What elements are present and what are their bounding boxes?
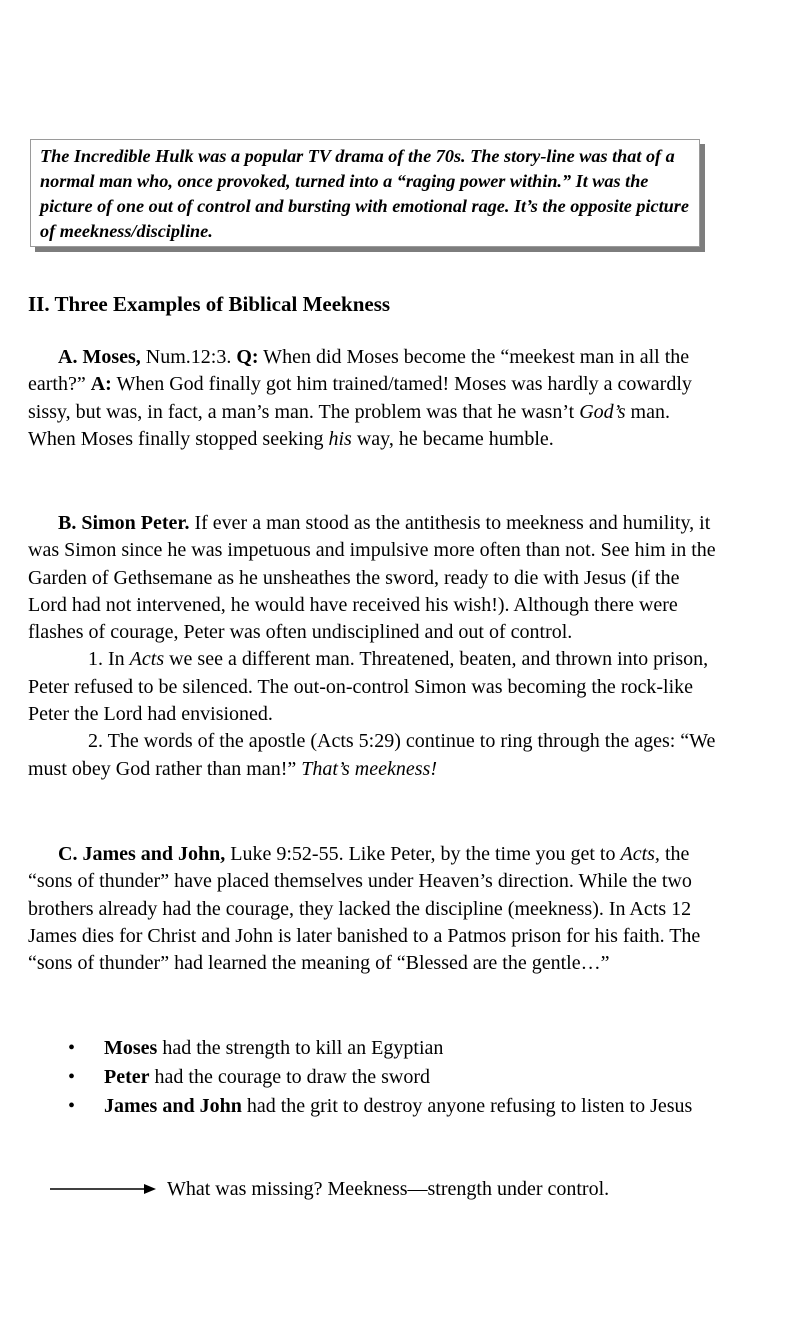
conclusion-text: What was missing? Meekness—strength under control.: [167, 1178, 610, 1200]
peter-paragraph: [28, 510, 718, 783]
james-john-paragraph: C. James and John, Luke 9:52-55. Like Peter, by the time you get to Acts, the “sons of thunder” have placed themselves under Heaven’s direction. While the two brothers already had the courage, they lacked the discipline (meekness). In Acts 12 James dies for Christ and John is later banished to a Patmos prison for his faith. The “sons of thunder” had learned the meaning of “Blessed are the gentle…”: [28, 843, 701, 975]
his-emphasis: his: [328, 427, 352, 450]
bullet-icon: •: [68, 1095, 76, 1117]
bullet-icon: •: [68, 1066, 76, 1088]
question-label: Q:: [236, 346, 259, 368]
callout-text: The Incredible Hulk was a popular TV drama of the 70s. The story-line was that of a normal man who, once provoked, turned into a “raging power within.” It was the picture of one out of control and bursting with emotional rage. It’s the opposite picture of meekness/discipline.: [40, 146, 689, 241]
answer-text: When God finally got him trained/tamed! Moses was hardly a cowardly sissy, but was, in fact, a man’s man. The problem was that he wasn’t: [28, 373, 692, 423]
list-item: • James and John had the grit to destroy anyone refusing to listen to Jesus: [60, 1092, 700, 1121]
acts-emphasis: Acts: [129, 648, 165, 671]
moses-paragraph: [28, 344, 718, 453]
meekness-emphasis: That’s meekness!: [301, 757, 437, 780]
right-arrow-icon: [50, 1183, 156, 1195]
bullet-icon: •: [68, 1037, 76, 1059]
james-john-label: C. James and John,: [58, 843, 226, 865]
peter-label: B. Simon Peter.: [58, 512, 190, 534]
moses-ref: Num.12:3.: [140, 346, 237, 368]
gods-emphasis: God’s: [579, 400, 626, 423]
summary-bullet-list: [60, 1034, 700, 1121]
answer-label: A:: [90, 373, 112, 396]
list-item: • Peter had the courage to draw the sword: [60, 1063, 700, 1092]
conclusion-line: [50, 1174, 750, 1204]
peter-text: If ever a man stood as the antithesis to meekness and humility, it was Simon since he was impetuous and impulsive more often than not. See him in the Garden of Gethsemane as he unsheathes the sword, ready to die with Jesus (if the Lord had not intervened, he would have received his wish!). Although there were flashes of courage, Peter was often undisciplined and out of control.: [28, 512, 716, 644]
question-text: When did Moses become the “meekest man in all the earth?”: [28, 346, 690, 396]
section-heading: II. Three Examples of Biblical Meekness: [28, 292, 391, 316]
moses-end: way, he became humble.: [351, 427, 554, 450]
moses-label: A. Moses,: [58, 346, 141, 368]
peter-point-2: 2. The words of the apostle (Acts 5:29) continue to ring through the ages: “We must obey God rather than man!” That’s meekness!: [28, 730, 716, 780]
acts-emphasis-2: Acts,: [620, 843, 660, 865]
peter-point-1: 1. In Acts we see a different man. Threatened, beaten, and thrown into prison, Peter refused to be silenced. The out-on-control Simon was becoming the rock-like Peter the Lord had envisioned.: [28, 648, 709, 726]
hulk-callout-box: [30, 139, 700, 247]
moses-continuation: man. When Moses finally stopped seeking: [28, 400, 670, 450]
list-item: • Moses had the strength to kill an Egyptian: [60, 1034, 700, 1063]
